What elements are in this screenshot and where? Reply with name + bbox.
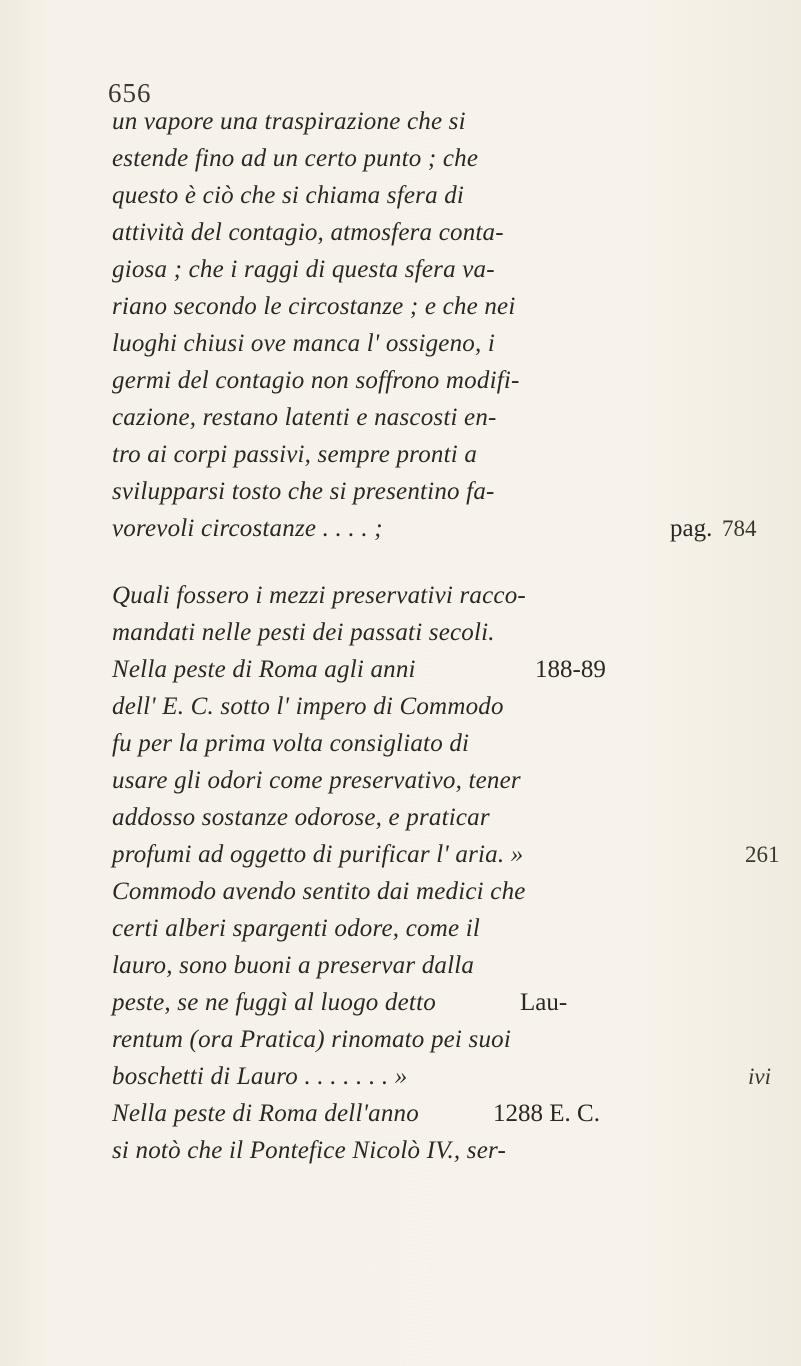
text-line: usare gli odori come preservativo, tener <box>112 767 521 794</box>
text-line: vorevoli circostanze . . . . ; <box>112 515 383 542</box>
text-line: germi del contagio non soffrono modifi- <box>112 367 520 394</box>
text-line: Nella peste di Roma dell'anno <box>112 1100 419 1127</box>
text-line: questo è ciò che si chiama sfera di <box>112 182 465 209</box>
text-line: fu per la prima volta consigliato di <box>112 730 470 757</box>
text-line: attività del contagio, atmosfera conta- <box>112 219 504 246</box>
text-line: addosso sostanze odorose, e praticar <box>112 804 490 831</box>
page-ref-label: pag. <box>670 515 713 542</box>
text-line: lauro, sono buoni a preservar dalla <box>112 952 475 979</box>
text-line: Commodo avendo sentito dai medici che <box>112 878 526 905</box>
text-line: un vapore una traspirazione che si <box>112 108 466 135</box>
text-line: cazione, restano latenti e nascosti en- <box>112 404 497 431</box>
text-line: mandati nelle pesti dei passati secoli. <box>112 619 495 646</box>
margin-page-ref: 784 <box>722 516 757 541</box>
text-line: Nella peste di Roma agli anni <box>112 656 416 683</box>
text-line: riano secondo le circostanze ; e che nei <box>112 293 516 320</box>
text-line: giosa ; che i raggi di questa sfera va- <box>112 256 495 283</box>
margin-page-ref: ivi <box>748 1064 771 1089</box>
text-line: estende fino ad un certo punto ; che <box>112 145 479 172</box>
text-line: Quali fossero i mezzi preservativi racco- <box>112 582 526 609</box>
margin-page-ref: 261 <box>745 842 780 867</box>
text-line: tro ai corpi passivi, sempre pronti a <box>112 441 478 468</box>
text-line: profumi ad oggetto di purificar l' aria. » <box>112 841 524 868</box>
year-range: 188-89 <box>535 656 606 683</box>
text-line: peste, se ne fuggì al luogo detto <box>112 989 436 1016</box>
text-line: boschetti di Lauro . . . . . . . » <box>112 1063 408 1090</box>
text-line: dell' E. C. sotto l' impero di Commodo <box>112 693 504 720</box>
page-number: 656 <box>108 78 152 108</box>
text-line: luoghi chiusi ove manca l' ossigeno, i <box>112 330 496 357</box>
text-line: si notò che il Pontefice Nicolò IV., ser- <box>112 1137 506 1164</box>
text-line: svilupparsi tosto che si presentino fa- <box>112 478 495 505</box>
text-line: rentum (ora Pratica) rinomato pei suoi <box>112 1026 512 1053</box>
year-ref: 1288 E. C. <box>493 1100 600 1127</box>
place-name: Lau- <box>520 989 568 1016</box>
text-line: certi alberi spargenti odore, come il <box>112 915 480 942</box>
